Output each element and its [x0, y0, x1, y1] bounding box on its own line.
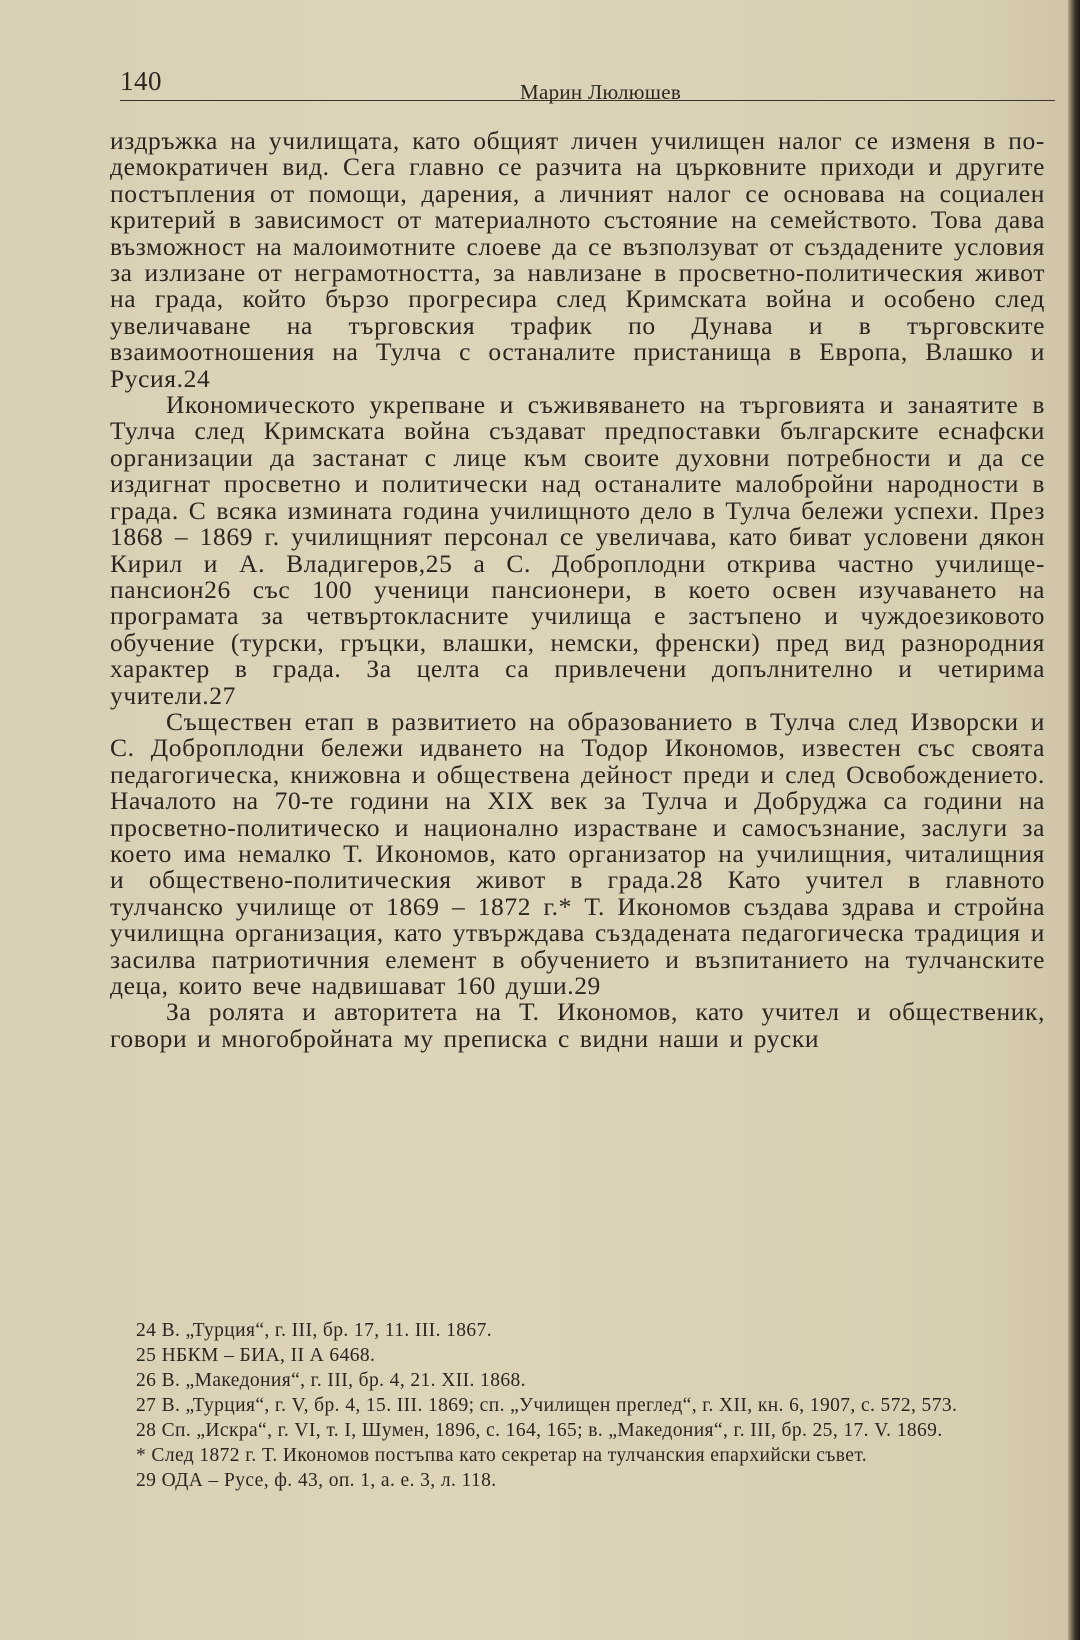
footnotes: [92, 1318, 1042, 1493]
footnote: 27 В. „Турция“, г. V, бр. 4, 15. III. 1869; сп. „Училищен преглед“, г. XII, кн. 6, 1907, с. 572, 573.: [136, 1395, 958, 1416]
footnote: 28 Сп. „Искра“, г. VI, т. I, Шумен, 1896, с. 164, 165; в. „Македония“, г. III, бр. 25, 17. V. 1869.: [136, 1420, 943, 1441]
footnote: * След 1872 г. Т. Икономов постъпва като секретар на тулчанския епархийски съвет.: [136, 1445, 868, 1466]
footnote: 24 В. „Турция“, г. III, бр. 17, 11. III. 1867.: [136, 1320, 493, 1341]
header-rule: [120, 100, 1055, 101]
paragraph: Икономическото укрепване и съживяването на търговията и занаятите в Тулча след Кримската война създават предпоставки българските еснафски организации да застанат с лице към своите духовни потребности и да се издигнат просветно и политически над останалите малобройни народности в града. С всяка измината година училищното дело в Тулча бележи успехи. През 1868 – 1869 г. училищният персонал се увеличава, като биват условени дякон Кирил и А. Владигеров,25 а С. Доброплодни открива частно училище-пансион26 със 100 ученици пансионери, в което освен изучаването на програмата за четвъртокласните училища е застъпено и чуждоезиковото обучение (турски, гръцки, влашки, немски, френски) пред вид разнородния характер в града. За целта са привлечени допълнително и четирима учители.27: [110, 390, 1045, 710]
binding-edge: [1068, 0, 1080, 1640]
paragraph: Съществен етап в развитието на образованието в Тулча след Изворски и С. Доброплодни бележи идването на Тодор Икономов, известен със своята педагогическа, книжовна и обществена дейност преди и след Освобождението. Началото на 70-те години на XIX век за Тулча и Добруджа са години на просветно-политическо и национално израстване и самосъзнание, заслуги за което има немалко Т. Икономов, като организатор на училищния, читалищния и обществено-политическия живот в града.28 Като учител в главното тулчанско училище от 1869 – 1872 г.* Т. Икономов създава здрава и стройна училищна организация, като утвърждава създадената педагогическа традиция и засилва патриотичния елемент в обучението и възпитанието на тулчанските деца, които вече надвишават 160 души.29: [110, 706, 1045, 1000]
footnote: 25 НБКМ – БИА, II А 6468.: [136, 1345, 376, 1366]
page-header: [120, 66, 1055, 106]
paragraph: За ролята и авторитета на Т. Икономов, като учител и общественик, говори и многобройната му преписка с видни наши и руски: [110, 997, 1045, 1053]
footnote: 26 В. „Македония“, г. III, бр. 4, 21. XII. 1868.: [136, 1370, 526, 1391]
footnote: 29 ОДА – Русе, ф. 43, оп. 1, а. е. 3, л. 118.: [136, 1470, 497, 1491]
page-number: 140: [120, 66, 162, 96]
running-head: Марин Люлюшев: [520, 80, 682, 104]
body-text: [110, 128, 1045, 1052]
paragraph: издръжка на училищата, като общият личен училищен налог се изменя в по-демократичен вид. Сега главно се разчита на църковните приходи и другите постъпления от помощи, дарения, а личният налог се основава на социален критерий в зависимост от материалното състояние на семейството. Това дава възможност на малоимотните слоеве да се възползуват от създадените условия за излизане от неграмотността, за навлизане в просветно-политическия живот на града, който бързо прогресира след Кримската война и особено след увеличаване на търговския трафик по Дунава и в търговските взаимоотношения на Тулча с останалите пристанища в Европа, Влашко и Русия.24: [110, 126, 1045, 393]
